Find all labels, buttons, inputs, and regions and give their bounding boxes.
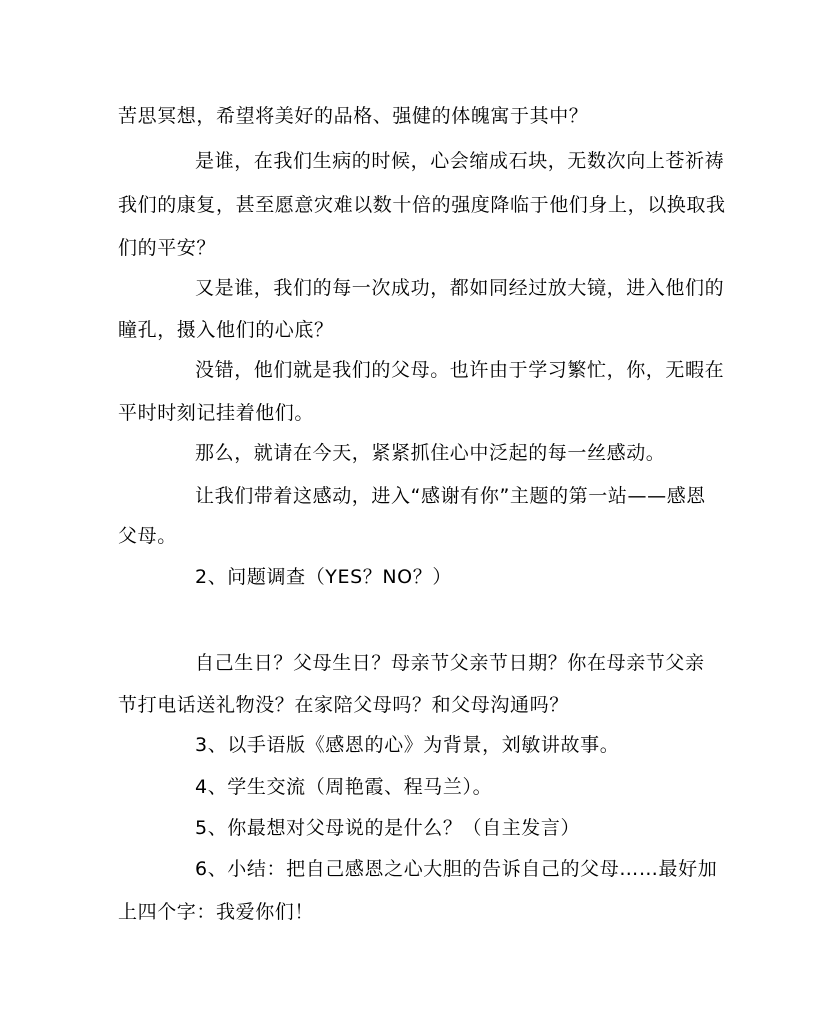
paragraph-line: 父母。 [118,525,177,547]
paragraph-line: 那么，就请在今天，紧紧抓住心中泛起的每一丝感动。 [195,442,666,464]
list-item: 6、小结：把自己感恩之心大胆的告诉自己的父母……最好加 [195,858,718,880]
paragraph-line: 是谁，在我们生病的时候，心会缩成石块，无数次向上苍祈祷 [195,150,725,172]
paragraph-line: 平时时刻记挂着他们。 [118,402,315,424]
list-item: 5、你最想对父母说的是什么？（自主发言） [195,817,581,839]
paragraph-line: 苦思冥想，希望将美好的品格、强健的体魄寓于其中？ [118,105,589,127]
paragraph-line: 节打电话送礼物没？在家陪父母吗？和父母沟通吗？ [118,694,569,716]
paragraph-line: 没错，他们就是我们的父母。也许由于学习繁忙，你，无暇在 [195,359,725,381]
paragraph-line: 上四个字：我爱你们！ [118,901,315,923]
paragraph-line: 让我们带着这感动，进入“感谢有你”主题的第一站——感恩 [195,485,706,507]
paragraph-line: 又是谁，我们的每一次成功，都如同经过放大镜，进入他们的 [195,277,725,299]
list-item: 4、学生交流（周艳霞、程马兰）。 [195,776,493,798]
paragraph-line: 们的平安？ [118,237,217,259]
paragraph-line: 瞳孔，摄入他们的心底？ [118,319,334,341]
section-heading: 2、问题调查（YES？NO？） [195,566,452,588]
paragraph-line: 自己生日？父母生日？母亲节父亲节日期？你在母亲节父亲 [195,652,705,674]
list-item: 3、以手语版《感恩的心》为背景，刘敏讲故事。 [195,734,620,756]
paragraph-line: 我们的康复，甚至愿意灾难以数十倍的强度降临于他们身上，以换取我 [118,194,726,216]
